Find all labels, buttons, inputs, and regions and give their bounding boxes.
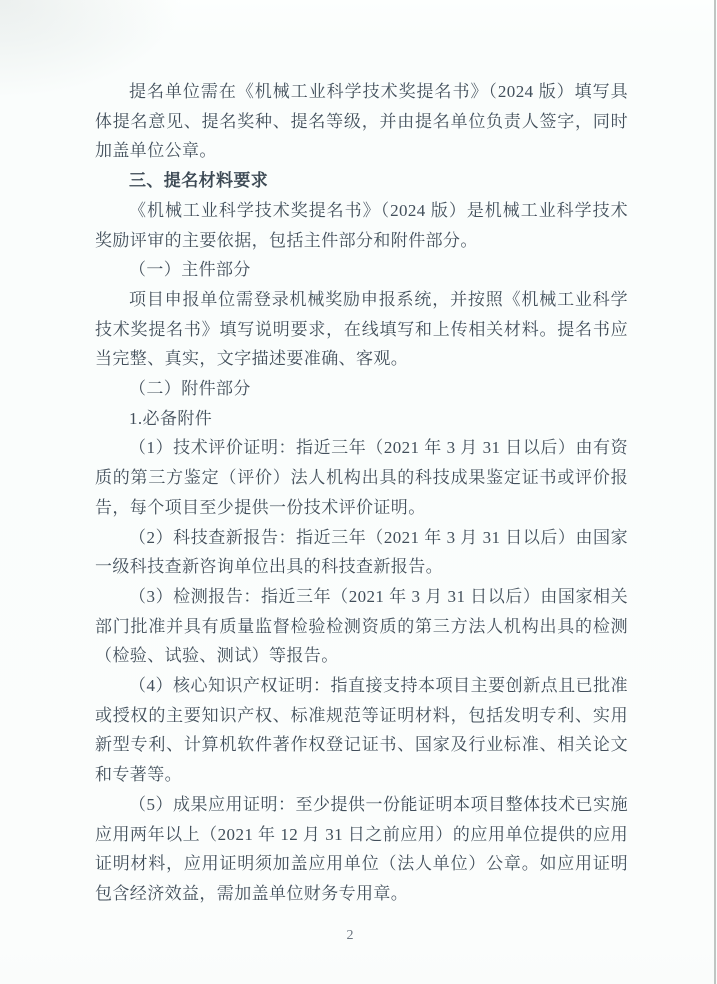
subheading-required-attachments: 1.必备附件	[129, 408, 213, 428]
section-heading-nomination-material-requirements: 三、提名材料要求	[129, 171, 269, 191]
page-number: 2	[346, 928, 354, 943]
document-text-block	[95, 77, 628, 909]
paragraph-online-filing: 项目申报单位需登录机械奖励申报系统，并按照《机械工业科学技术奖提名书》填写说明要求，在线填写和上传相关材料。提名书应当完整、真实，文字描述要准确、客观。	[95, 289, 628, 369]
item-3-testing-report: （3）检测报告：指近三年（2021 年 3 月 31 日以后）由国家相关部门批准并具有质量监督检验检测资质的第三方法人机构出具的检测（检验、试验、测试）等报告。	[95, 586, 628, 666]
paragraph-nomination-book-basis: 《机械工业科学技术奖提名书》（2024 版）是机械工业科学技术奖励评审的主要依据，包括主件部分和附件部分。	[95, 200, 628, 250]
item-5-application-certificate: （5）成果应用证明：至少提供一份能证明本项目整体技术已实施应用两年以上（2021 年 12 月 31 日之前应用）的应用单位提供的应用证明材料，应用证明须加盖应用单位（法人单位）公章。如应用证明包含经济效益，需加盖单位财务专用章。	[95, 794, 628, 903]
scan-edge-line	[714, 0, 716, 984]
subheading-main-part: （一）主件部分	[129, 260, 251, 280]
paragraph-nomination-form-instructions: 提名单位需在《机械工业科学技术奖提名书》（2024 版）填写具体提名意见、提名奖种、提名等级，并由提名单位负责人签字，同时加盖单位公章。	[95, 82, 628, 161]
item-1-technical-evaluation-certificate: （1）技术评价证明：指近三年（2021 年 3 月 31 日以后）由有资质的第三方鉴定（评价）法人机构出具的科技成果鉴定证书或评价报告，每个项目至少提供一份技术评价证明。	[95, 438, 628, 517]
subheading-attachment-part: （二）附件部分	[129, 379, 251, 399]
item-2-novelty-search-report: （2）科技查新报告：指近三年（2021 年 3 月 31 日以后）由国家一级科技查新咨询单位出具的科技查新报告。	[95, 527, 628, 577]
item-4-core-ip-certificate: （4）核心知识产权证明：指直接支持本项目主要创新点且已批准或授权的主要知识产权、标准规范等证明材料，包括发明专利、实用新型专利、计算机软件著作权登记证书、国家及行业标准、相关论文和专著等。	[95, 676, 628, 785]
